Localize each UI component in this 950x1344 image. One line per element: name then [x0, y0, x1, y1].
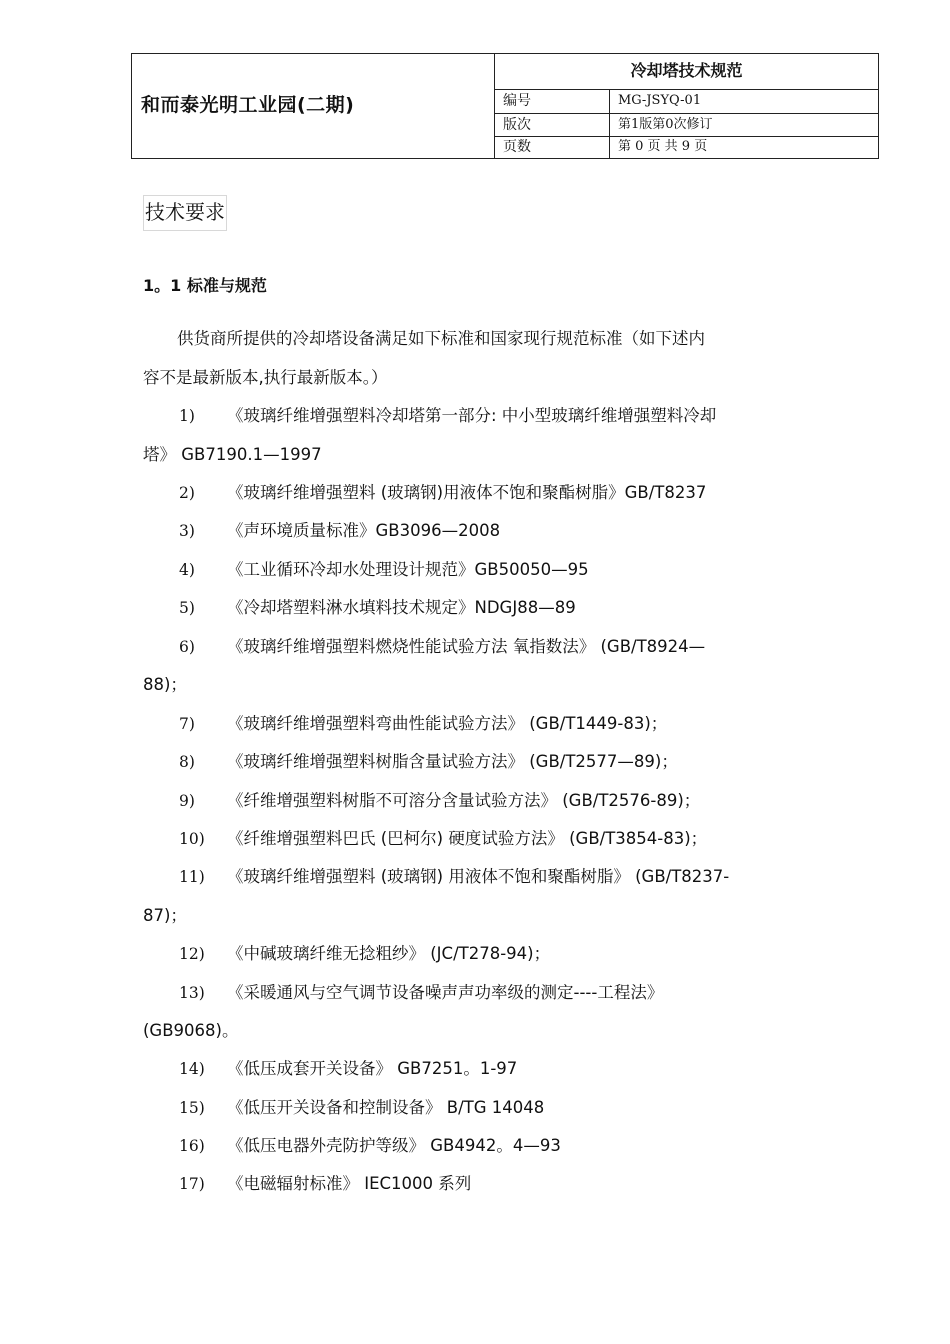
- item-text: 《低压电器外壳防护等级》 GB4942。4—93: [227, 1136, 561, 1155]
- header-row-number: [495, 90, 878, 114]
- header-company-cell: [132, 54, 495, 158]
- item-text: 《中碱玻璃纤维无捻粗纱》 (JC/T278-94)；: [227, 944, 551, 963]
- header-row-pages: [495, 137, 878, 158]
- item-text: 《纤维增强塑料树脂不可溶分含量试验方法》 (GB/T2576-89)；: [227, 791, 701, 810]
- list-item: [179, 748, 678, 772]
- list-item: [179, 1055, 517, 1079]
- document-header-table: [131, 53, 879, 159]
- item-number: 9): [179, 792, 195, 810]
- intro-line: 容不是最新版本,执行最新版本。）: [143, 368, 388, 387]
- header-value: MG-JSYQ-01: [618, 93, 702, 108]
- list-item-continuation: 塔》 GB7190.1—1997: [143, 445, 322, 464]
- item-number: 7): [179, 715, 195, 733]
- item-text: 《低压成套开关设备》 GB7251。1-97: [227, 1059, 518, 1078]
- list-item: [179, 825, 707, 849]
- list-item: [179, 517, 500, 541]
- section-title: 技术要求: [143, 195, 227, 231]
- list-item-continuation: (GB9068)。: [143, 1021, 239, 1040]
- header-label: 编号: [495, 90, 610, 113]
- subsection-heading: 1。1 标准与规范: [143, 276, 267, 295]
- item-number: 2): [179, 484, 195, 502]
- header-label: 页数: [495, 137, 610, 158]
- header-value: 第1版第0次修订: [618, 117, 713, 132]
- item-text: 《采暖通风与空气调节设备噪声声功率级的测定----工程法》: [227, 983, 664, 1002]
- header-value: 第 0 页 共 9 页: [618, 139, 708, 154]
- company-name: 和而泰光明工业园(二期): [141, 94, 355, 116]
- header-row-version: [495, 114, 878, 137]
- list-item: [179, 787, 700, 811]
- list-item: [179, 979, 663, 1003]
- list-item: [179, 594, 576, 618]
- list-item: [179, 479, 706, 503]
- item-number: 1): [179, 407, 195, 425]
- item-text: 《工业循环冷却水处理设计规范》GB50050—95: [227, 560, 589, 579]
- item-number: 8): [179, 753, 195, 771]
- list-item: [179, 1094, 544, 1118]
- item-number: 13): [179, 984, 205, 1002]
- item-number: 15): [179, 1099, 205, 1117]
- header-label: 版次: [495, 114, 610, 136]
- item-number: 12): [179, 945, 205, 963]
- list-item: [179, 556, 589, 580]
- list-item: [179, 633, 705, 657]
- item-text: 《纤维增强塑料巴氏 (巴柯尔) 硬度试验方法》 (GB/T3854-83)；: [227, 829, 708, 848]
- item-text: 《冷却塔塑料淋水填料技术规定》NDGJ88—89: [227, 598, 576, 617]
- item-number: 4): [179, 561, 195, 579]
- document-title: 冷却塔技术规范: [495, 54, 878, 90]
- list-item-continuation: 88)；: [143, 675, 187, 694]
- item-text: 《玻璃纤维增强塑料 (玻璃钢)用液体不饱和聚酯树脂》GB/T8237: [227, 483, 707, 502]
- item-number: 16): [179, 1137, 205, 1155]
- item-number: 5): [179, 599, 195, 617]
- list-item: [179, 940, 550, 964]
- header-info-cell: [495, 54, 878, 158]
- item-number: 3): [179, 522, 195, 540]
- list-item: [179, 1132, 561, 1156]
- item-text: 《电磁辐射标准》 IEC1000 系列: [227, 1174, 472, 1193]
- item-text: 《玻璃纤维增强塑料燃烧性能试验方法 氧指数法》 (GB/T8924—: [227, 637, 706, 656]
- item-text: 《声环境质量标准》GB3096—2008: [227, 521, 501, 540]
- item-text: 《玻璃纤维增强塑料弯曲性能试验方法》 (GB/T1449-83)；: [227, 714, 668, 733]
- item-text: 《低压开关设备和控制设备》 B/TG 14048: [227, 1098, 545, 1117]
- item-text: 《玻璃纤维增强塑料 (玻璃钢) 用液体不饱和聚酯树脂》 (GB/T8237-: [227, 867, 730, 886]
- item-number: 6): [179, 638, 195, 656]
- item-text: 《玻璃纤维增强塑料冷却塔第一部分: 中小型玻璃纤维增强塑料冷却: [227, 406, 717, 425]
- list-item: [179, 863, 729, 887]
- intro-line: 供货商所提供的冷却塔设备满足如下标准和国家现行规范标准（如下述内: [177, 329, 705, 348]
- item-number: 17): [179, 1175, 205, 1193]
- item-text: 《玻璃纤维增强塑料树脂含量试验方法》 (GB/T2577—89)；: [227, 752, 678, 771]
- list-item-continuation: 87)；: [143, 906, 187, 925]
- list-item: [179, 402, 716, 426]
- item-number: 10): [179, 830, 205, 848]
- item-number: 14): [179, 1060, 205, 1078]
- list-item: [179, 1170, 471, 1194]
- item-number: 11): [179, 868, 205, 886]
- list-item: [179, 710, 667, 734]
